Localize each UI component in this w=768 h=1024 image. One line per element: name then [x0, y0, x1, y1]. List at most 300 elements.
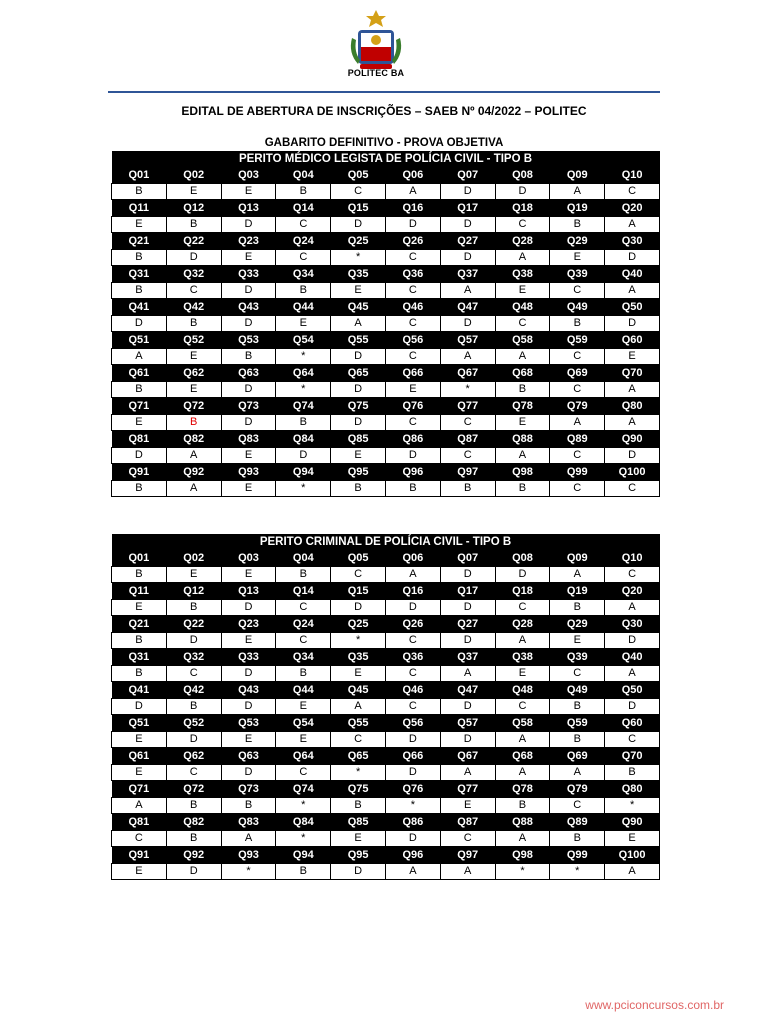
question-number-cell: Q60	[605, 715, 660, 732]
answer-cell: A	[440, 666, 495, 682]
answer-cell: *	[331, 250, 386, 266]
answer-cell: *	[605, 798, 660, 814]
answer-cell: B	[331, 481, 386, 497]
question-number-cell: Q06	[385, 550, 440, 567]
answer-cell: C	[276, 217, 331, 233]
answer-cell: E	[331, 283, 386, 299]
answer-cell: D	[221, 316, 276, 332]
answer-cell: B	[440, 481, 495, 497]
answer-cell: D	[166, 732, 221, 748]
question-number-cell: Q13	[221, 200, 276, 217]
question-number-cell: Q84	[276, 431, 331, 448]
question-number-cell: Q88	[495, 814, 550, 831]
question-number-cell: Q95	[331, 847, 386, 864]
answer-cell: E	[605, 831, 660, 847]
answer-cell: C	[385, 666, 440, 682]
answer-cell: B	[166, 316, 221, 332]
question-number-cell: Q26	[385, 616, 440, 633]
question-number-cell: Q12	[166, 583, 221, 600]
table-title: PERITO CRIMINAL DE POLÍCIA CIVIL - TIPO B	[112, 534, 660, 550]
answer-row	[112, 250, 660, 266]
question-number-cell: Q16	[385, 583, 440, 600]
answer-cell: A	[605, 382, 660, 398]
question-number-cell: Q78	[495, 781, 550, 798]
answer-cell: C	[385, 283, 440, 299]
answer-row	[112, 184, 660, 200]
question-number-cell: Q14	[276, 200, 331, 217]
answer-cell: C	[550, 481, 605, 497]
question-number-cell: Q47	[440, 299, 495, 316]
answer-cell: C	[550, 382, 605, 398]
answer-key-table-perito-criminal	[111, 534, 660, 880]
question-number-cell: Q08	[495, 550, 550, 567]
question-number-cell: Q51	[112, 715, 167, 732]
answer-cell: *	[385, 798, 440, 814]
answer-cell: A	[550, 184, 605, 200]
question-number-cell: Q25	[331, 233, 386, 250]
question-number-cell: Q77	[440, 398, 495, 415]
answer-cell: C	[276, 633, 331, 649]
answer-cell: A	[440, 349, 495, 365]
question-number-cell: Q92	[166, 464, 221, 481]
question-number-row	[112, 748, 660, 765]
question-number-cell: Q05	[331, 167, 386, 184]
question-number-cell: Q72	[166, 781, 221, 798]
answer-cell: A	[385, 864, 440, 880]
watermark-url: www.pciconcursos.com.br	[585, 998, 724, 1012]
question-number-cell: Q33	[221, 649, 276, 666]
answer-cell: *	[276, 798, 331, 814]
question-number-cell: Q61	[112, 748, 167, 765]
answer-row	[112, 448, 660, 464]
question-number-cell: Q23	[221, 616, 276, 633]
question-number-cell: Q10	[605, 550, 660, 567]
answer-cell: D	[276, 448, 331, 464]
answer-cell: B	[112, 481, 167, 497]
answer-cell: C	[112, 831, 167, 847]
question-number-cell: Q62	[166, 748, 221, 765]
question-number-cell: Q80	[605, 781, 660, 798]
question-number-cell: Q85	[331, 814, 386, 831]
answer-cell: A	[331, 699, 386, 715]
question-number-cell: Q68	[495, 365, 550, 382]
answer-cell: D	[221, 699, 276, 715]
question-number-cell: Q43	[221, 682, 276, 699]
answer-cell: A	[495, 765, 550, 781]
question-number-cell: Q26	[385, 233, 440, 250]
answer-cell: A	[166, 448, 221, 464]
question-number-cell: Q65	[331, 365, 386, 382]
question-number-cell: Q31	[112, 649, 167, 666]
answer-cell: A	[495, 448, 550, 464]
answer-cell: D	[495, 184, 550, 200]
question-number-cell: Q87	[440, 814, 495, 831]
question-number-cell: Q49	[550, 682, 605, 699]
question-number-cell: Q14	[276, 583, 331, 600]
question-number-cell: Q73	[221, 398, 276, 415]
question-number-row	[112, 649, 660, 666]
answer-cell: A	[112, 798, 167, 814]
answer-cell: A	[550, 567, 605, 583]
question-number-cell: Q35	[331, 649, 386, 666]
question-number-cell: Q69	[550, 365, 605, 382]
question-number-cell: Q91	[112, 464, 167, 481]
question-number-cell: Q48	[495, 682, 550, 699]
answer-cell: C	[495, 600, 550, 616]
answer-cell: D	[385, 732, 440, 748]
answer-cell: E	[221, 481, 276, 497]
question-number-cell: Q96	[385, 464, 440, 481]
question-number-row	[112, 167, 660, 184]
question-number-cell: Q18	[495, 200, 550, 217]
question-number-cell: Q59	[550, 715, 605, 732]
answer-cell: C	[550, 798, 605, 814]
question-number-cell: Q88	[495, 431, 550, 448]
answer-cell: E	[112, 732, 167, 748]
answer-cell: E	[112, 217, 167, 233]
answer-cell: B	[495, 798, 550, 814]
answer-cell: C	[166, 666, 221, 682]
answer-cell: C	[385, 699, 440, 715]
question-number-cell: Q86	[385, 814, 440, 831]
answer-cell: E	[605, 349, 660, 365]
answer-cell: A	[495, 831, 550, 847]
answer-cell: D	[331, 382, 386, 398]
answer-cell: A	[440, 765, 495, 781]
question-number-cell: Q51	[112, 332, 167, 349]
question-number-cell: Q90	[605, 814, 660, 831]
answer-cell: B	[112, 666, 167, 682]
question-number-cell: Q42	[166, 299, 221, 316]
answer-cell: E	[166, 184, 221, 200]
question-number-cell: Q46	[385, 682, 440, 699]
answer-cell: E	[112, 415, 167, 431]
answer-cell: E	[221, 633, 276, 649]
answer-cell: D	[605, 448, 660, 464]
answer-cell: A	[605, 283, 660, 299]
answer-row	[112, 283, 660, 299]
question-number-cell: Q03	[221, 550, 276, 567]
answer-cell: C	[440, 831, 495, 847]
answer-cell: E	[166, 349, 221, 365]
table-title: PERITO MÉDICO LEGISTA DE POLÍCIA CIVIL - TIPO B	[112, 151, 660, 167]
answer-cell: C	[331, 567, 386, 583]
question-number-cell: Q40	[605, 266, 660, 283]
question-number-cell: Q94	[276, 464, 331, 481]
answer-cell: E	[112, 765, 167, 781]
question-number-cell: Q30	[605, 233, 660, 250]
answer-cell: A	[166, 481, 221, 497]
question-number-cell: Q98	[495, 464, 550, 481]
answer-row	[112, 217, 660, 233]
question-number-cell: Q24	[276, 616, 331, 633]
question-number-cell: Q54	[276, 332, 331, 349]
question-number-cell: Q05	[331, 550, 386, 567]
question-number-row	[112, 814, 660, 831]
question-number-cell: Q01	[112, 167, 167, 184]
answer-cell: B	[221, 798, 276, 814]
question-number-row	[112, 200, 660, 217]
question-number-cell: Q72	[166, 398, 221, 415]
question-number-row	[112, 682, 660, 699]
question-number-cell: Q35	[331, 266, 386, 283]
question-number-cell: Q71	[112, 781, 167, 798]
answer-row	[112, 600, 660, 616]
question-number-cell: Q34	[276, 649, 331, 666]
answer-cell: D	[331, 864, 386, 880]
question-number-cell: Q37	[440, 649, 495, 666]
question-number-row	[112, 365, 660, 382]
question-number-cell: Q21	[112, 616, 167, 633]
question-number-cell: Q77	[440, 781, 495, 798]
question-number-cell: Q58	[495, 715, 550, 732]
answer-cell: E	[550, 633, 605, 649]
question-number-cell: Q63	[221, 365, 276, 382]
answer-row	[112, 382, 660, 398]
answer-cell: D	[221, 600, 276, 616]
answer-cell: D	[112, 448, 167, 464]
answer-row	[112, 831, 660, 847]
answer-cell: D	[221, 283, 276, 299]
answer-cell: *	[276, 481, 331, 497]
answer-cell: D	[221, 765, 276, 781]
answer-cell: E	[221, 732, 276, 748]
answer-cell: C	[550, 666, 605, 682]
answer-cell: D	[331, 217, 386, 233]
question-number-cell: Q91	[112, 847, 167, 864]
question-number-cell: Q99	[550, 464, 605, 481]
answer-cell: A	[495, 732, 550, 748]
question-number-cell: Q60	[605, 332, 660, 349]
question-number-cell: Q06	[385, 167, 440, 184]
answer-cell: B	[112, 567, 167, 583]
answer-cell: E	[550, 250, 605, 266]
question-number-row	[112, 266, 660, 283]
question-number-cell: Q39	[550, 649, 605, 666]
answer-cell: E	[495, 666, 550, 682]
question-number-cell: Q75	[331, 398, 386, 415]
question-number-cell: Q94	[276, 847, 331, 864]
question-number-row	[112, 431, 660, 448]
answer-cell: D	[385, 831, 440, 847]
answer-cell: B	[550, 316, 605, 332]
question-number-cell: Q37	[440, 266, 495, 283]
question-number-cell: Q17	[440, 200, 495, 217]
answer-cell: *	[331, 633, 386, 649]
answer-cell: *	[550, 864, 605, 880]
question-number-cell: Q32	[166, 266, 221, 283]
answer-cell: B	[550, 831, 605, 847]
answer-cell: E	[331, 831, 386, 847]
answer-cell: C	[495, 699, 550, 715]
answer-cell: C	[331, 732, 386, 748]
question-number-cell: Q59	[550, 332, 605, 349]
question-number-cell: Q53	[221, 332, 276, 349]
question-number-cell: Q11	[112, 200, 167, 217]
answer-cell: B	[166, 600, 221, 616]
answer-cell: B	[112, 184, 167, 200]
answer-cell: A	[605, 415, 660, 431]
answer-cell: B	[166, 415, 221, 431]
answer-cell: C	[166, 283, 221, 299]
answer-cell: C	[276, 600, 331, 616]
answer-cell: B	[276, 666, 331, 682]
answer-cell: D	[166, 250, 221, 266]
answer-row	[112, 481, 660, 497]
question-number-cell: Q57	[440, 332, 495, 349]
question-number-cell: Q98	[495, 847, 550, 864]
question-number-cell: Q09	[550, 167, 605, 184]
question-number-cell: Q84	[276, 814, 331, 831]
answer-cell: D	[440, 567, 495, 583]
question-number-cell: Q21	[112, 233, 167, 250]
answer-cell: D	[112, 316, 167, 332]
answer-cell: C	[550, 448, 605, 464]
answer-cell: B	[550, 699, 605, 715]
answer-cell: D	[385, 600, 440, 616]
question-number-cell: Q40	[605, 649, 660, 666]
question-number-row	[112, 715, 660, 732]
question-number-cell: Q64	[276, 365, 331, 382]
answer-cell: D	[605, 316, 660, 332]
answer-cell: A	[605, 666, 660, 682]
question-number-cell: Q55	[331, 715, 386, 732]
question-number-cell: Q12	[166, 200, 221, 217]
question-number-cell: Q57	[440, 715, 495, 732]
question-number-cell: Q100	[605, 847, 660, 864]
answer-cell: A	[495, 349, 550, 365]
answer-cell: D	[166, 864, 221, 880]
question-number-cell: Q02	[166, 550, 221, 567]
question-number-cell: Q89	[550, 814, 605, 831]
answer-cell: D	[221, 382, 276, 398]
question-number-row	[112, 616, 660, 633]
question-number-cell: Q50	[605, 299, 660, 316]
question-number-cell: Q07	[440, 550, 495, 567]
answer-cell: D	[440, 250, 495, 266]
question-number-row	[112, 299, 660, 316]
answer-cell: A	[550, 765, 605, 781]
question-number-cell: Q79	[550, 398, 605, 415]
answer-cell: B	[550, 732, 605, 748]
answer-cell: E	[495, 283, 550, 299]
question-number-row	[112, 781, 660, 798]
answer-cell: C	[440, 415, 495, 431]
question-number-cell: Q32	[166, 649, 221, 666]
question-number-cell: Q16	[385, 200, 440, 217]
answer-cell: E	[331, 448, 386, 464]
answer-cell: B	[166, 699, 221, 715]
question-number-cell: Q09	[550, 550, 605, 567]
question-number-cell: Q83	[221, 431, 276, 448]
question-number-cell: Q04	[276, 550, 331, 567]
question-number-cell: Q07	[440, 167, 495, 184]
question-number-cell: Q100	[605, 464, 660, 481]
question-number-cell: Q47	[440, 682, 495, 699]
question-number-cell: Q87	[440, 431, 495, 448]
answer-cell: A	[605, 217, 660, 233]
answer-cell: E	[221, 184, 276, 200]
answer-cell: C	[331, 184, 386, 200]
question-number-row	[112, 550, 660, 567]
question-number-cell: Q76	[385, 398, 440, 415]
answer-cell: C	[276, 765, 331, 781]
answer-cell: B	[112, 250, 167, 266]
question-number-cell: Q25	[331, 616, 386, 633]
question-number-cell: Q52	[166, 715, 221, 732]
answer-cell: D	[440, 316, 495, 332]
question-number-cell: Q62	[166, 365, 221, 382]
question-number-cell: Q86	[385, 431, 440, 448]
question-number-cell: Q29	[550, 233, 605, 250]
answer-cell: B	[112, 382, 167, 398]
answer-cell: A	[221, 831, 276, 847]
answer-cell: A	[605, 600, 660, 616]
answer-row	[112, 567, 660, 583]
question-number-cell: Q61	[112, 365, 167, 382]
org-caption: POLITEC BA	[347, 68, 405, 78]
answer-cell: C	[605, 732, 660, 748]
question-number-cell: Q08	[495, 167, 550, 184]
answer-cell: B	[331, 798, 386, 814]
answer-cell: B	[221, 349, 276, 365]
question-number-cell: Q64	[276, 748, 331, 765]
question-number-cell: Q65	[331, 748, 386, 765]
answer-cell: D	[605, 633, 660, 649]
question-number-cell: Q78	[495, 398, 550, 415]
answer-cell: E	[112, 600, 167, 616]
answer-cell: *	[276, 382, 331, 398]
answer-cell: C	[385, 316, 440, 332]
answer-cell: A	[385, 567, 440, 583]
answer-cell: E	[221, 250, 276, 266]
question-number-cell: Q97	[440, 464, 495, 481]
question-number-cell: Q30	[605, 616, 660, 633]
question-number-cell: Q92	[166, 847, 221, 864]
question-number-cell: Q67	[440, 365, 495, 382]
answer-cell: D	[605, 250, 660, 266]
question-number-row	[112, 398, 660, 415]
question-number-cell: Q42	[166, 682, 221, 699]
question-number-cell: Q82	[166, 814, 221, 831]
answer-key-table-perito-medico	[111, 151, 660, 497]
question-number-cell: Q46	[385, 299, 440, 316]
answer-row	[112, 633, 660, 649]
answer-cell: D	[112, 699, 167, 715]
answer-row	[112, 666, 660, 682]
question-number-row	[112, 464, 660, 481]
question-number-cell: Q45	[331, 299, 386, 316]
answer-cell: D	[495, 567, 550, 583]
answer-cell: *	[221, 864, 276, 880]
question-number-cell: Q93	[221, 464, 276, 481]
question-number-cell: Q56	[385, 715, 440, 732]
header-rule	[108, 91, 660, 93]
question-number-cell: Q22	[166, 616, 221, 633]
answer-cell: A	[112, 349, 167, 365]
answer-cell: D	[331, 600, 386, 616]
answer-cell: *	[331, 765, 386, 781]
answer-cell: E	[112, 864, 167, 880]
question-number-cell: Q97	[440, 847, 495, 864]
question-number-cell: Q17	[440, 583, 495, 600]
answer-cell: B	[550, 217, 605, 233]
question-number-cell: Q70	[605, 748, 660, 765]
answer-cell: C	[385, 415, 440, 431]
question-number-cell: Q66	[385, 748, 440, 765]
answer-cell: D	[440, 184, 495, 200]
question-number-cell: Q15	[331, 583, 386, 600]
